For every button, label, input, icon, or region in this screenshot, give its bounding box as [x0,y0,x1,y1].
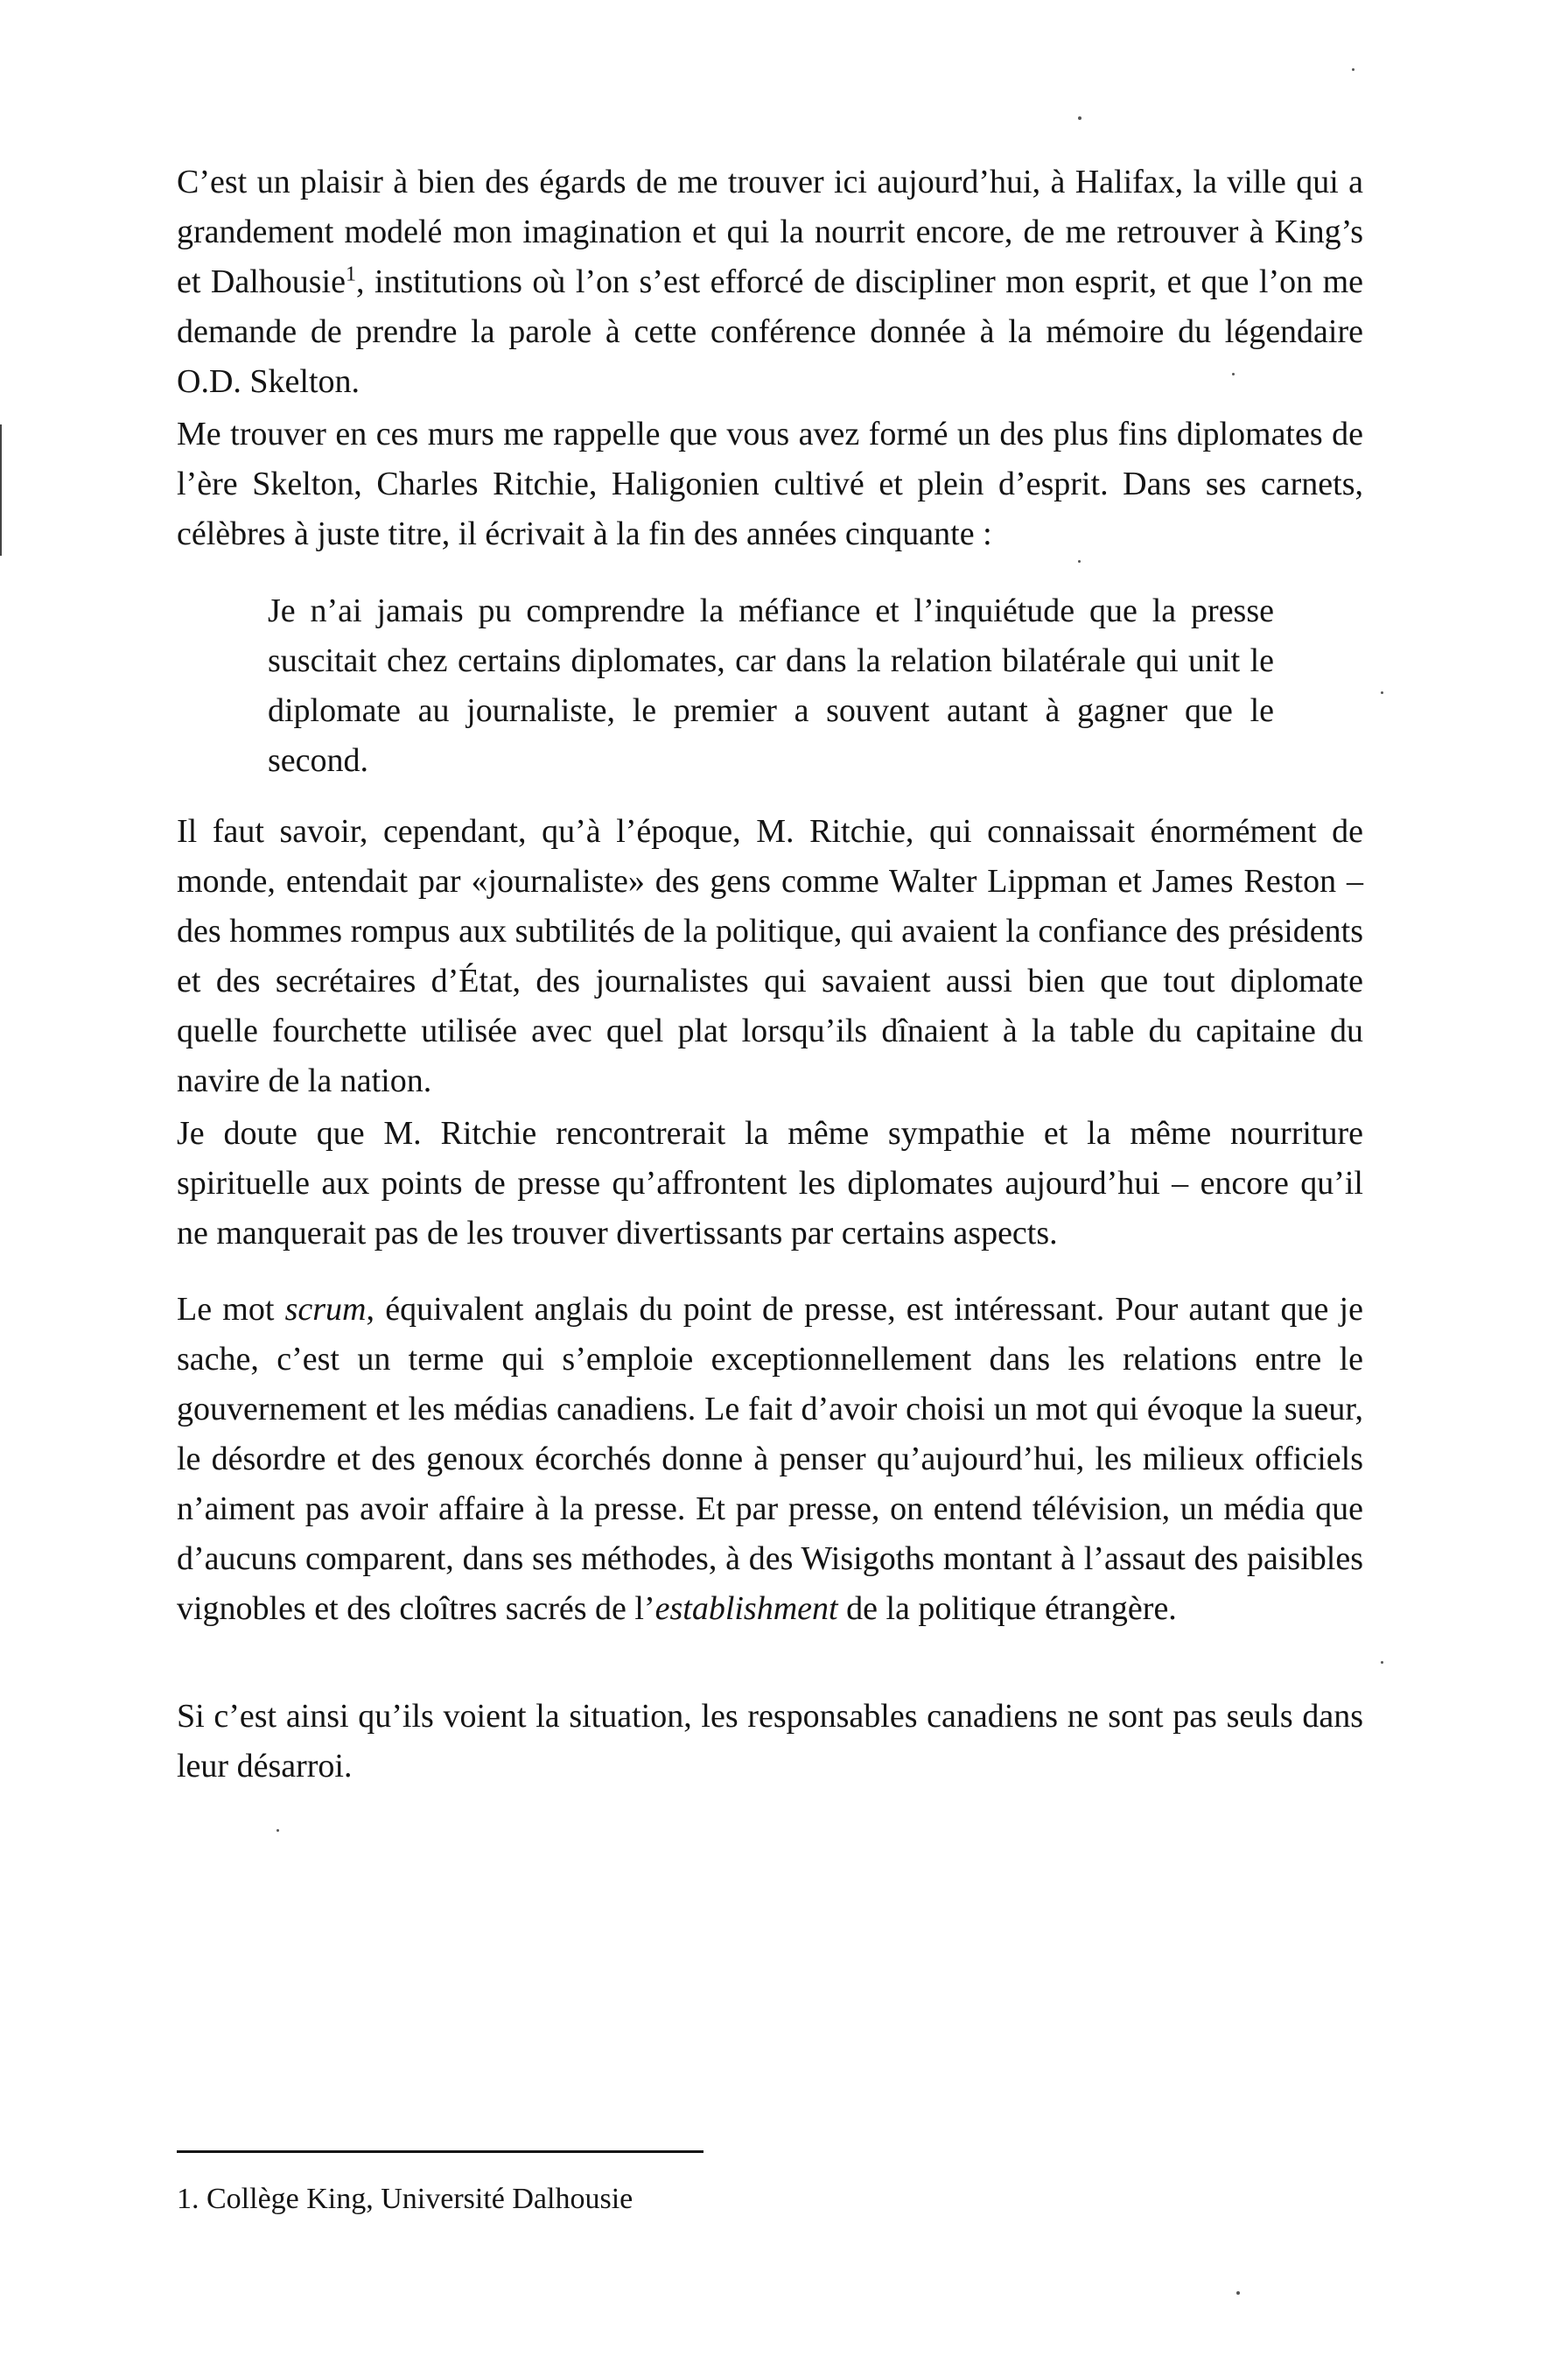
block-quote: Je n’ai jamais pu comprendre la méfiance et l’inquiétude que la presse suscitait chez certains diplomates, car dans la relation bilatérale qui unit le diplomate au journaliste, le premier a souvent autant à gagner que le second. [268,593,1274,779]
paragraph-5-text-a: Le mot [177,1291,285,1328]
term-establishment: establishment [654,1590,838,1627]
paragraph-6: Si c’est ainsi qu’ils voient la situation, les responsables canadiens ne sont pas seuls dans leur désarroi. [177,1698,1363,1785]
footnote: 1. Collège King, Université Dalhousie [177,2183,634,2215]
paragraph-5 [177,1285,1363,1634]
paragraph-2: Me trouver en ces murs me rappelle que vous avez formé un des plus fins diplomates de l’ère Skelton, Charles Ritchie, Haligonien cultivé et plein d’esprit. Dans ses carnets, célèbres à juste titre, il écrivait à la fin des années cinquante : [177,416,1363,552]
paragraph-1 [177,158,1363,407]
footnote-divider [177,2150,704,2153]
paragraph-5-text-b: , équivalent anglais du point de presse, est intéressant. Pour autant que je sache, c’est un terme qui s’emploie exceptionnellement dans les relations entre le gouvernement et les médias canadiens. Le fait d’avoir choisi un mot qui évoque la sueur, le désordre et des genoux écorchés donne à penser qu’aujourd’hui, les milieux officiels n’aiment pas avoir affaire à la presse. Et par presse, on entend télévision, un média que d’aucuns comparent, dans ses méthodes, à des Wisigoths montant à l’assaut des paisibles vignobles et des cloîtres sacrés de l’ [177,1291,1363,1627]
paragraph-5-text-c: de la politique étrangère. [837,1590,1177,1627]
paragraph-4: Je doute que M. Ritchie rencontrerait la même sympathie et la même nourriture spirituelle aux points de presse qu’affrontent les diplomates aujourd’hui – encore qu’il ne manquerait pas de les trouver divertissants par certains aspects. [177,1115,1363,1252]
paragraph-1-text-b: , institutions où l’on s’est efforcé de discipliner mon esprit, et que l’on me demande de prendre la parole à cette conférence donnée à la mémoire du légendaire O.D. Skelton. [177,263,1363,400]
paragraph-1-text-a: C’est un plaisir à bien des égards de me trouver ici aujourd’hui, à Halifax, la ville qui a grandement modelé mon imagination et qui la nourrit encore, de me retrouver à King’s et Dalhousie [177,164,1363,300]
footnote-reference: 1 [345,263,356,286]
paragraph-3: Il faut savoir, cependant, qu’à l’époque, M. Ritchie, qui connaissait énormément de monde, entendait par «journaliste» des gens comme Walter Lippman et James Reston – des hommes rompus aux subtilités de la politique, qui avaient la confiance des présidents et des secrétaires d’État, des journalistes qui savaient aussi bien que tout diplomate quelle fourchette utilisée avec quel plat lorsqu’ils dînaient à la table du capitaine du navire de la nation. [177,813,1363,1099]
scan-margin-mark [0,424,2,556]
term-scrum: scrum [284,1291,367,1328]
